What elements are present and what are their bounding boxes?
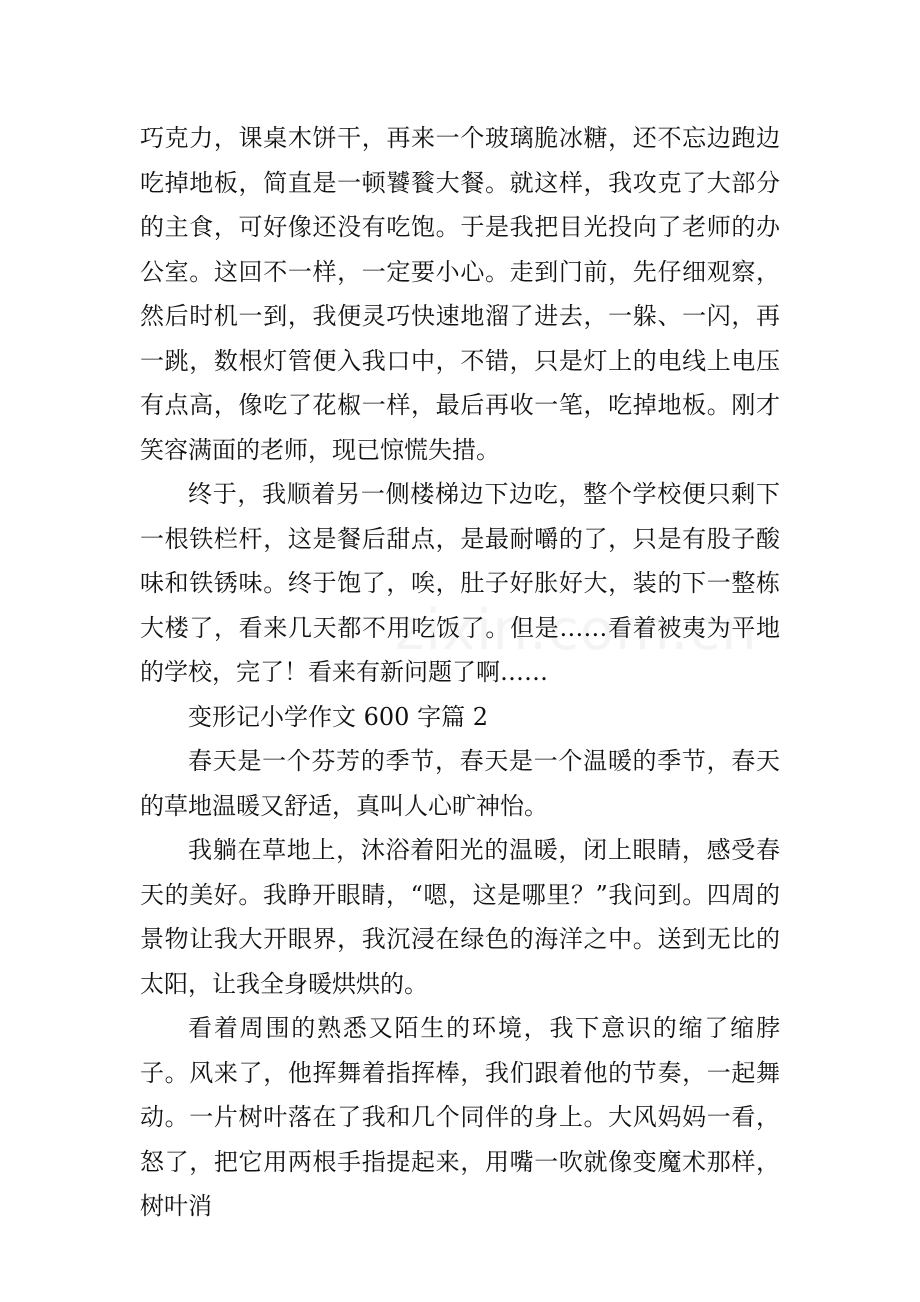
paragraph-3: 春天是一个芬芳的季节，春天是一个温暖的季节，春天的草地温暖又舒适，真叫人心旷神怡。	[140, 747, 780, 820]
section-heading: 变形记小学作文 600 字篇 2	[188, 702, 488, 731]
paragraph-1: 巧克力，课桌木饼干，再来一个玻璃脆冰糖，还不忘边跑边吃掉地板，简直是一顿饕餮大餐。就这样，我攻克了大部分的主食，可好像还没有吃饱。于是我把目光投向了老师的办公室。这回不一样，一定要小心。走到门前，先仔细观察，然后时机一到，我便灵巧快速地溜了进去，一躲、一闪，再一跳，数根灯管便入我口中，不错，只是灯上的电线上电压有点高，像吃了花椒一样，最后再收一笔，吃掉地板。刚才笑容满面的老师，现已惊慌失措。	[140, 124, 780, 464]
paragraph-4: 我躺在草地上，沐浴着阳光的温暖，闭上眼睛，感受春天的美好。我睁开眼睛，“嗯，这是哪里？”我问到。四周的景物让我大开眼界，我沉浸在绿色的海洋之中。送到无比的太阳，让我全身暖烘烘的。	[140, 836, 780, 998]
paragraph-5: 看着周围的熟悉又陌生的环境，我下意识的缩了缩脖子。风来了，他挥舞着指挥棒，我们跟着他的节奏，一起舞动。一片树叶落在了我和几个同伴的身上。大风妈妈一看，怒了，把它用两根手指提起来，用嘴一吹就像变魔术那样，树叶消	[140, 1014, 780, 1220]
paragraph-2: 终于，我顺着另一侧楼梯边下边吃，整个学校便只剩下一根铁栏杆，这是餐后甜点，是最耐嚼的了，只是有股子酸味和铁锈味。终于饱了，唉，肚子好胀好大，装的下一整栋大楼了，看来几天都不用吃饭了。但是……看着被夷为平地的学校，完了！看来有新问题了啊……	[140, 480, 780, 686]
document-body	[140, 116, 780, 1229]
